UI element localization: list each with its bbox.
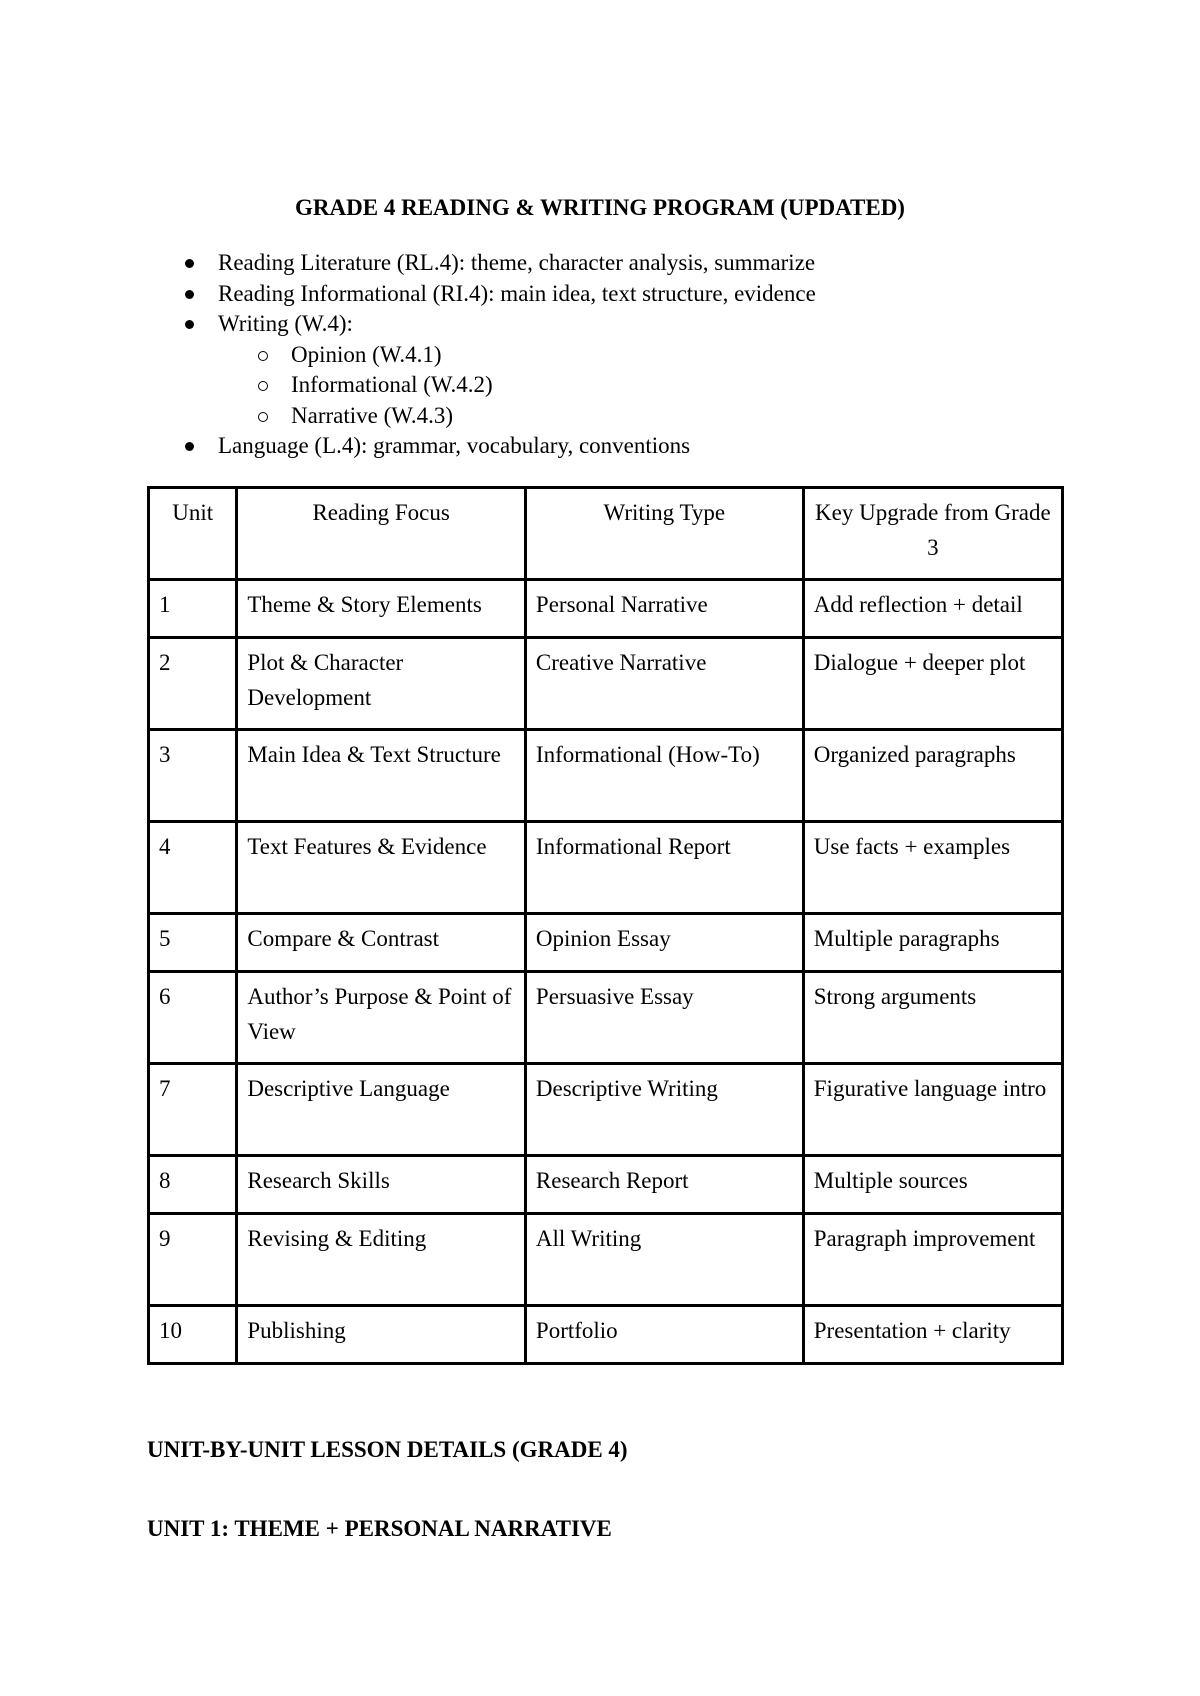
cell-writing-type: Portfolio <box>525 1306 803 1364</box>
cell-key-upgrade: Figurative language intro <box>803 1064 1062 1156</box>
cell-key-upgrade: Dialogue + deeper plot <box>803 638 1062 730</box>
table-row <box>149 972 1063 1064</box>
cell-reading-focus: Revising & Editing <box>237 1214 526 1306</box>
list-item-text: Reading Informational (RI.4): main idea, text structure, evidence <box>218 280 816 306</box>
cell-reading-focus: Publishing <box>237 1306 526 1364</box>
bullet-icon <box>185 259 194 268</box>
document-title: GRADE 4 READING & WRITING PROGRAM (UPDATED) <box>295 195 905 220</box>
header-writing-type: Writing Type <box>525 488 803 580</box>
table-row <box>149 1064 1063 1156</box>
cell-writing-type: Personal Narrative <box>525 580 803 638</box>
cell-unit: 2 <box>149 638 237 730</box>
cell-reading-focus: Theme & Story Elements <box>237 580 526 638</box>
cell-reading-focus: Research Skills <box>237 1156 526 1214</box>
sublist-item <box>218 370 816 401</box>
cell-unit: 8 <box>149 1156 237 1214</box>
cell-writing-type: All Writing <box>525 1214 803 1306</box>
cell-key-upgrade: Add reflection + detail <box>803 580 1062 638</box>
cell-unit: 1 <box>149 580 237 638</box>
bullet-icon <box>185 290 194 299</box>
units-table <box>147 486 1064 1365</box>
unit-heading: UNIT 1: THEME + PERSONAL NARRATIVE <box>147 1516 612 1541</box>
table-row <box>149 580 1063 638</box>
cell-unit: 4 <box>149 822 237 914</box>
cell-key-upgrade: Multiple paragraphs <box>803 914 1062 972</box>
table-header-row <box>149 488 1063 580</box>
cell-reading-focus: Descriptive Language <box>237 1064 526 1156</box>
cell-key-upgrade: Multiple sources <box>803 1156 1062 1214</box>
cell-key-upgrade: Use facts + examples <box>803 822 1062 914</box>
cell-writing-type: Opinion Essay <box>525 914 803 972</box>
writing-sublist <box>218 340 816 432</box>
section-heading: UNIT-BY-UNIT LESSON DETAILS (GRADE 4) <box>147 1437 628 1462</box>
cell-unit: 9 <box>149 1214 237 1306</box>
sublist-item-text: Opinion (W.4.1) <box>291 341 442 367</box>
bullet-icon <box>185 320 194 329</box>
cell-writing-type: Informational Report <box>525 822 803 914</box>
circle-bullet-icon <box>258 412 268 422</box>
table-row <box>149 822 1063 914</box>
cell-writing-type: Informational (How-To) <box>525 730 803 822</box>
table-row <box>149 1214 1063 1306</box>
cell-reading-focus: Main Idea & Text Structure <box>237 730 526 822</box>
cell-key-upgrade: Paragraph improvement <box>803 1214 1062 1306</box>
cell-unit: 7 <box>149 1064 237 1156</box>
circle-bullet-icon <box>258 351 268 361</box>
table-row <box>149 1306 1063 1364</box>
cell-reading-focus: Compare & Contrast <box>237 914 526 972</box>
bullet-icon <box>185 442 194 451</box>
cell-key-upgrade: Organized paragraphs <box>803 730 1062 822</box>
cell-writing-type: Persuasive Essay <box>525 972 803 1064</box>
list-item-text: Language (L.4): grammar, vocabulary, conventions <box>218 433 691 458</box>
cell-key-upgrade: Presentation + clarity <box>803 1306 1062 1364</box>
cell-unit: 10 <box>149 1306 237 1364</box>
list-item <box>145 431 816 462</box>
table-row <box>149 638 1063 730</box>
cell-unit: 6 <box>149 972 237 1064</box>
cell-reading-focus: Plot & Character Development <box>237 638 526 730</box>
header-unit: Unit <box>149 488 237 580</box>
table-row <box>149 730 1063 822</box>
header-reading-focus: Reading Focus <box>237 488 526 580</box>
sublist-item-text: Informational (W.4.2) <box>291 372 493 397</box>
list-item <box>145 279 816 310</box>
sublist-item <box>218 401 816 432</box>
list-item-text: Reading Literature (RL.4): theme, character analysis, summarize <box>218 250 816 275</box>
standards-list <box>145 248 816 462</box>
cell-key-upgrade: Strong arguments <box>803 972 1062 1064</box>
list-item <box>145 309 816 431</box>
cell-writing-type: Descriptive Writing <box>525 1064 803 1156</box>
header-key-upgrade: Key Upgrade from Grade 3 <box>803 488 1062 580</box>
list-item-text: Writing (W.4): <box>218 311 353 336</box>
sublist-item-text: Narrative (W.4.3) <box>291 402 453 428</box>
list-item <box>145 248 816 279</box>
circle-bullet-icon <box>258 381 268 391</box>
cell-writing-type: Research Report <box>525 1156 803 1214</box>
cell-unit: 3 <box>149 730 237 822</box>
cell-writing-type: Creative Narrative <box>525 638 803 730</box>
table-row <box>149 914 1063 972</box>
cell-reading-focus: Text Features & Evidence <box>237 822 526 914</box>
cell-reading-focus: Author’s Purpose & Point of View <box>237 972 526 1064</box>
sublist-item <box>218 340 816 371</box>
cell-unit: 5 <box>149 914 237 972</box>
table-row <box>149 1156 1063 1214</box>
